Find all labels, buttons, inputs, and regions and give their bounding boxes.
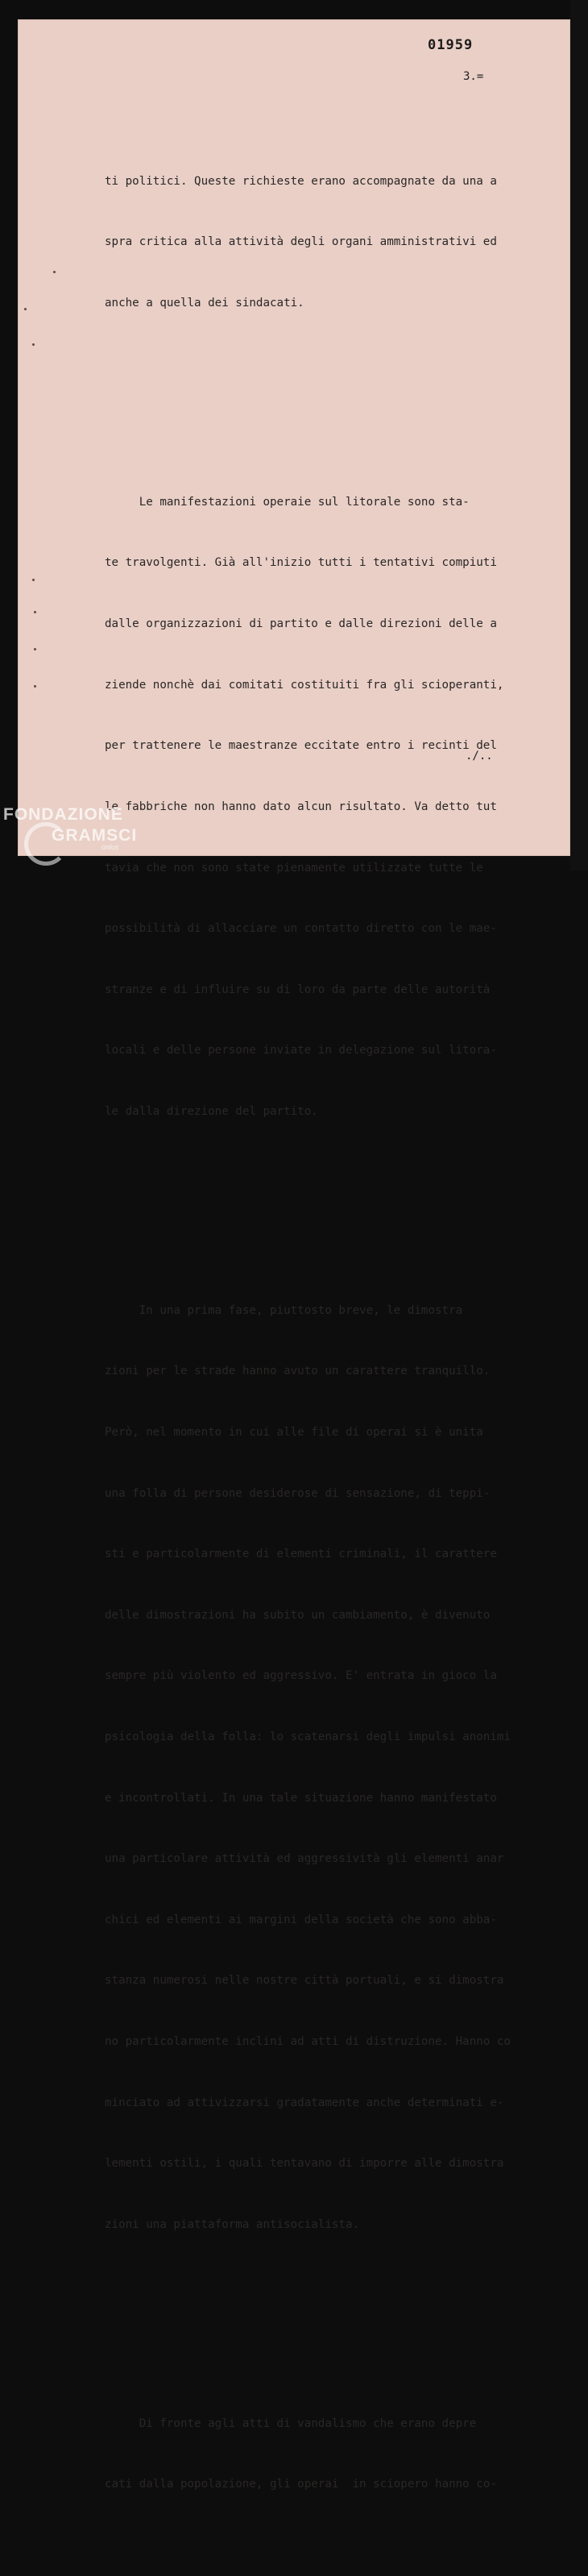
punch-mark xyxy=(34,648,36,650)
text-line: ziende nonchè dai comitati costituiti fra gli scioperanti, xyxy=(105,678,504,692)
text-line: chici ed elementi ai margini della società che sono abba- xyxy=(105,1913,497,1926)
document-number: 01959 xyxy=(428,37,474,53)
paragraph-1 xyxy=(105,131,540,354)
punch-mark xyxy=(34,611,36,613)
text-line: psicologia della folla: lo scatenarsi degli impulsi anonimi xyxy=(105,1730,511,1744)
text-line: sempre più violento ed aggressivo. E' entrata in gioco la xyxy=(105,1669,497,1683)
paragraph-2 xyxy=(105,451,540,1162)
text-line: lementi ostili, i quali tentavano di imporre alle dimostra xyxy=(105,2157,504,2171)
text-line: stranze e di influire su di loro da parte delle autorità xyxy=(105,983,491,996)
text-line: per trattenere le maestranze eccitate entro i recinti del xyxy=(105,739,497,753)
text-line: una particolare attività ed aggressività gli elementi anar xyxy=(105,1852,504,1866)
page-marker: 3.= xyxy=(463,70,484,83)
text-line: no particolarmente inclini ad atti di distruzione. Hanno co xyxy=(105,2035,511,2049)
text-line: In una prima fase, piuttosto breve, le dimostra xyxy=(105,1303,463,1317)
text-line: delle dimostrazioni ha subito un cambiamento, è divenuto xyxy=(105,1608,491,1622)
text-line: le fabbriche non hanno dato alcun risultato. Va detto tut xyxy=(105,800,497,813)
punch-mark xyxy=(53,271,56,273)
text-line: anche a quella dei sindacati. xyxy=(105,297,304,310)
text-line: tavia che non sono state pienamente utilizzate tutte le xyxy=(105,861,483,875)
text-line: dalle organizzazioni di partito e dalle direzioni delle a xyxy=(105,617,497,631)
text-line: zioni una piattaforma antisocialista. xyxy=(105,2217,360,2231)
continuation-mark: ./.. xyxy=(466,750,493,762)
text-line: cati dalla popolazione, gli operai in sciopero hanno co- xyxy=(105,2478,497,2491)
typed-text xyxy=(105,90,540,2576)
text-line: spra critica alla attività degli organi amministrativi ed xyxy=(105,235,497,249)
punch-mark xyxy=(34,685,36,688)
text-line: Però, nel momento in cui alle file di operai si è unita xyxy=(105,1426,483,1439)
text-line: le dalla direzione del partito. xyxy=(105,1104,318,1118)
watermark xyxy=(3,804,137,851)
punch-mark xyxy=(24,308,27,310)
punch-mark xyxy=(32,343,35,346)
watermark-line-2: GRAMSCI xyxy=(52,826,138,845)
text-line: stanza numerosi nelle nostre città portuali, e si dimostra xyxy=(105,1974,504,1988)
text-line: Le manifestazioni operaie sul litorale sono sta- xyxy=(105,495,470,509)
text-line: una folla di persone desiderose di sensazione, di teppi- xyxy=(105,1486,491,1500)
paragraph-3 xyxy=(105,1260,540,2275)
text-line: locali e delle persone inviate in delegazione sul litora- xyxy=(105,1044,497,1057)
paragraph-4 xyxy=(105,2373,540,2536)
text-line: possibilità di allacciare un contatto diretto con le mae- xyxy=(105,922,497,936)
text-line: e incontrollati. In una tale situazione hanno manifestato xyxy=(105,1791,497,1805)
text-line: sti e particolarmente di elementi criminali, il carattere xyxy=(105,1548,497,1561)
text-line: minciato ad attivizzarsi gradatamente anche determinati e- xyxy=(105,2096,504,2109)
punch-mark xyxy=(32,579,35,581)
watermark-subtitle: onlus xyxy=(101,843,119,851)
watermark-line-1: FONDAZIONE xyxy=(3,805,123,824)
document-page xyxy=(18,19,570,2491)
text-line: Di fronte agli atti di vandalismo che erano depre xyxy=(105,2416,477,2430)
text-line: te travolgenti. Già all'inizio tutti i tentativi compiuti xyxy=(105,556,497,570)
scan-border-right xyxy=(570,0,588,870)
text-line: ti politici. Queste richieste erano accompagnate da una a xyxy=(105,174,497,188)
text-line: zioni per le strade hanno avuto un carattere tranquillo. xyxy=(105,1365,491,1378)
